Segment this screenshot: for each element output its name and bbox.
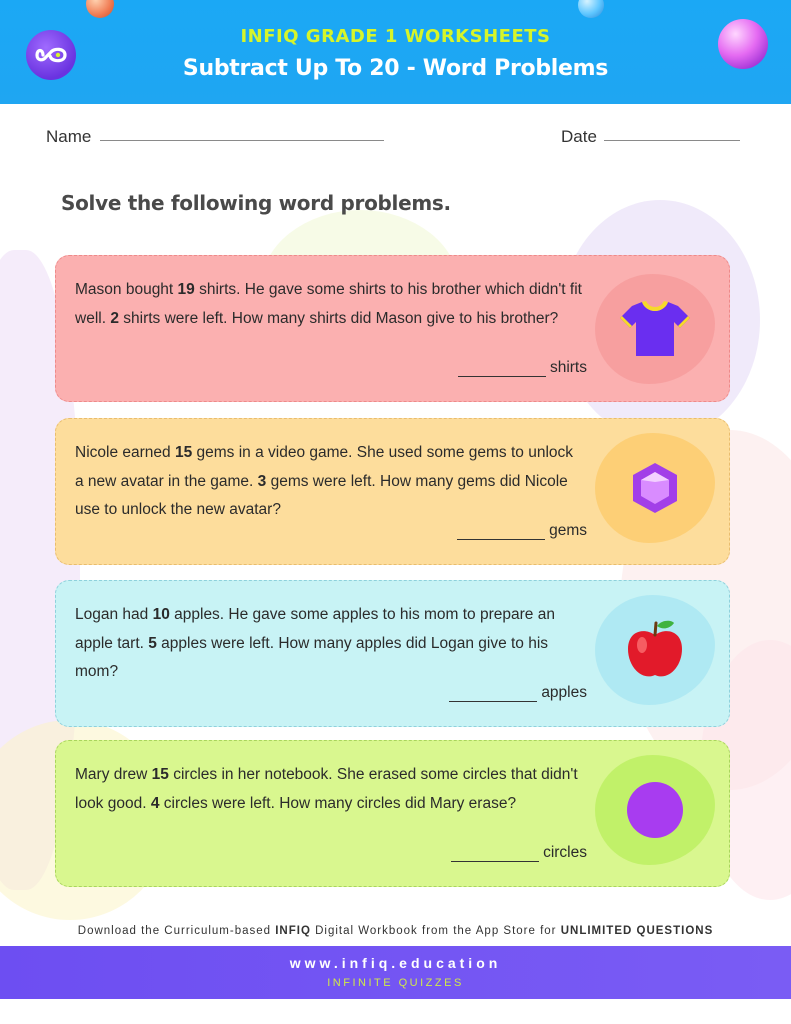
gem-icon xyxy=(627,460,683,516)
answer-blank[interactable] xyxy=(449,684,587,702)
promo-brand: INFIQ xyxy=(275,925,311,937)
footer-tagline: INFINITE QUIZZES xyxy=(327,977,464,989)
app-store-promo xyxy=(0,925,791,937)
answer-line[interactable] xyxy=(458,363,546,377)
problem-card xyxy=(55,418,730,565)
worksheet-header xyxy=(0,0,791,104)
circle-icon xyxy=(625,780,685,840)
answer-unit: circles xyxy=(543,844,587,861)
promo-highlight: UNLIMITED QUESTIONS xyxy=(560,925,714,937)
answer-unit: apples xyxy=(541,684,587,701)
answer-line[interactable] xyxy=(451,848,539,862)
date-field-line[interactable] xyxy=(604,140,740,141)
problem-number: 3 xyxy=(257,472,267,490)
problem-number: 19 xyxy=(177,281,195,298)
decorative-ball-icon xyxy=(86,0,114,18)
decorative-ball-icon xyxy=(578,0,604,18)
problem-illustration xyxy=(595,595,715,705)
footer-bar xyxy=(0,946,791,999)
problem-card xyxy=(55,580,730,727)
problem-number: 2 xyxy=(110,309,119,327)
answer-blank[interactable] xyxy=(458,359,587,377)
problem-number: 15 xyxy=(151,766,169,783)
answer-blank[interactable] xyxy=(451,844,587,862)
answer-blank[interactable] xyxy=(457,522,587,540)
problem-text: Nicole earned 15 gems in a video game. She used some gems to unlock a new avatar in the game. 3 gems were left. How many gems did Nicole use to unlock the new avatar? xyxy=(75,444,574,518)
problem-text: Mary drew 15 circles in her notebook. She erased some circles that didn't look good. 4 circles were left. How many circles did Mary erase? xyxy=(75,766,578,812)
problem-number: 10 xyxy=(152,606,170,623)
problem-illustration xyxy=(595,433,715,543)
problem-illustration xyxy=(595,274,715,384)
answer-line[interactable] xyxy=(457,526,545,540)
answer-line[interactable] xyxy=(449,688,537,702)
problem-number: 4 xyxy=(150,794,160,812)
tshirt-icon xyxy=(618,298,692,360)
promo-text: Download the Curriculum-based xyxy=(77,925,276,937)
problem-card xyxy=(55,255,730,402)
name-field-line[interactable] xyxy=(100,140,384,141)
date-label: Date xyxy=(561,127,597,146)
page-title: Subtract Up To 20 - Word Problems xyxy=(182,56,609,81)
problem-number: 5 xyxy=(148,634,157,652)
instruction-heading: Solve the following word problems. xyxy=(61,191,451,215)
apple-icon xyxy=(624,617,686,683)
problem-text: Mason bought 19 shirts. He gave some shirts to his brother which didn't fit well. 2 shirts were left. How many shirts did Mason give to his brother? xyxy=(75,281,582,327)
answer-unit: gems xyxy=(549,522,587,539)
problem-card xyxy=(55,740,730,887)
name-label: Name xyxy=(46,127,92,146)
problem-number: 15 xyxy=(174,444,193,461)
answer-unit: shirts xyxy=(549,359,587,376)
problem-text: Logan had 10 apples. He gave some apples to his mom to prepare an apple tart. 5 apples were left. How many apples did Logan give to his mom? xyxy=(75,606,555,680)
problem-illustration xyxy=(595,755,715,865)
promo-text: Digital Workbook from the App Store for xyxy=(310,925,561,937)
header-kicker: INFIQ GRADE 1 WORKSHEETS xyxy=(240,26,551,47)
website-link[interactable]: www.infiq.education xyxy=(289,955,502,971)
